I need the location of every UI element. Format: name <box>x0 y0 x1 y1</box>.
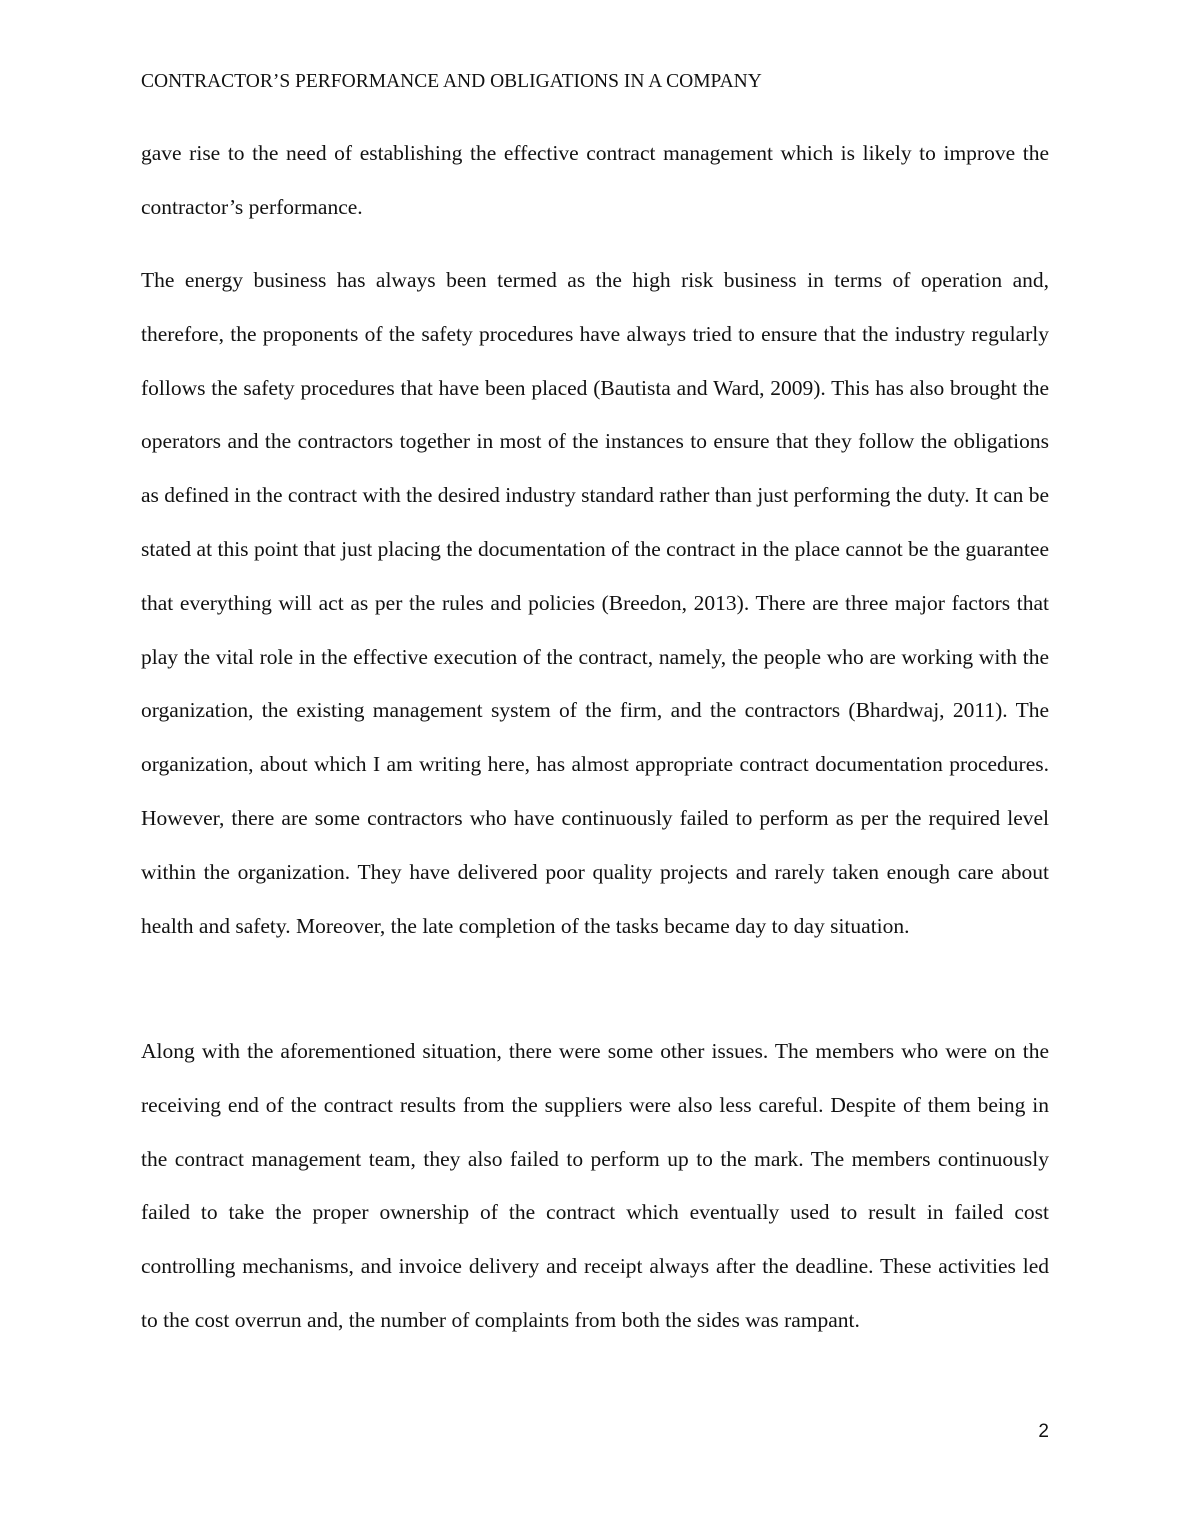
paragraph-energy-business: The energy business has always been termed as the high risk business in terms of operation and, therefore, the proponents of the safety procedures have always tried to ensure that the industry regularly follows the safety procedures that have been placed (Bautista and Ward, 2009). This has also brought the operators and the contractors together in most of the instances to ensure that they follow the obligations as defined in the contract with the desired industry standard rather than just performing the duty. It can be stated at this point that just placing the documentation of the contract in the place cannot be the guarantee that everything will act as per the rules and policies (Breedon, 2013). There are three major factors that play the vital role in the effective execution of the contract, namely, the people who are working with the organization, the existing management system of the firm, and the contractors (Bhardwaj, 2011). The organization, about which I am writing here, has almost appropriate contract documentation procedures. However, there are some contractors who have continuously failed to perform as per the required level within the organization. They have delivered poor quality projects and rarely taken enough care about health and safety. Moreover, the late completion of the tasks became day to day situation. <box>141 268 1049 938</box>
paragraph-continuation: gave rise to the need of establishing the effective contract management which is likely to improve the contractor’s performance. <box>141 141 1049 219</box>
running-head: CONTRACTOR’S PERFORMANCE AND OBLIGATIONS IN A COMPANY <box>141 71 762 92</box>
page-number: 2 <box>1038 1421 1049 1442</box>
paragraph-other-issues: Along with the aforementioned situation, there were some other issues. The members who were on the receiving end of the contract results from the suppliers were also less careful. Despite of them being in the contract management team, they also failed to perform up to the mark. The members continuously failed to take the proper ownership of the contract which eventually used to result in failed cost controlling mechanisms, and invoice delivery and receipt always after the deadline. These activities led to the cost overrun and, the number of complaints from both the sides was rampant. <box>141 1039 1049 1332</box>
